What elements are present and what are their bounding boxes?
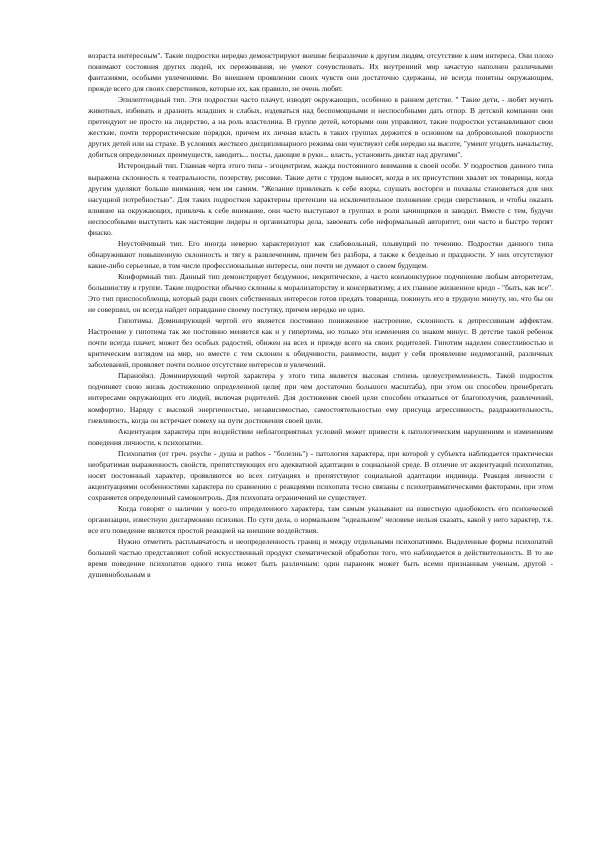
paragraph: Акцентуация характера при воздействии неблагоприятных условий может привести к патологическим нарушениям и изменениям поведения личности, к психопатии. (88, 426, 553, 447)
paragraph: Гипотимы. Доминирующей чертой его является постоянно пониженное настроение, склонность к депрессивным аффектам. Настроение у гипотима так же постоянно меняется как и у гипертима, но только эти изменения со знаком минус. В детстве такой ребенок почти всегда плачет, может без особых радостей, обижен на всех и прежде всего на своих родителей. Гипотим наделен совестливостью и критическим взглядом на мир, но вместе с тем склонен к обидчивости, ранимости, видит у себя проявление недомоганий, различных заболеваний, проявляет почти полное отсутствие интересов и увлечений. (88, 316, 553, 370)
paragraph: Неустойчивый тип. Его иногда неверно характеризуют как слабовольный, плывущий по течению. Подростки данного типа обнаруживают повышенную склонность и тягу к развлечениям, причем без разбора, а также к безделью и праздности. У них отсутствуют какие-либо серьезные, в том числе профессиональные интересы, они почти не думают о своем будущем. (88, 238, 553, 270)
paragraph: Эпилептоидный тип. Эти подростки часто плачут, изводят окружающих, особенно в раннем детстве. " Такие дети, - любят мучить животных, избивать и дразнить младших и слабых, издеваться над беспомощными и неспособными дать отпор. В детской компании они претендуют не просто на лидерство, а на роль властелина. В группе детей, которыми они управляют, такие подростки устанавливают свои жесткие, почти террористические порядки, причем их личная власть в таких группах держится в основном на добровольной покорности других детей или на страхе. В условиях жесткого дисциплинарного режима они чувствуют себя нередко на высоте, "умеют угодить начальству, добиться определенных преимуществ, заводить... посты, дающие в руки... власть, установить диктат над другими". (88, 95, 553, 160)
paragraph: Конформный тип. Данный тип демонстрирует бездумное, некритическое, а часто конъюнктурное подчинение любым авторитетам, большинству в группе. Такие подростки обычно склонны к морализаторству и консерватизму, а их главное жизненное кредо - "быть, как все". Это тип приспособленца, который ради своих собственных интересов готов предать товарища, покинуть его в трудную минуту, но, что бы он не совершил, он всегда найдет оправдание своему поступку, причем нередко не одно. (88, 271, 553, 315)
paragraph: Психопатия (от греч. psyche - душа и pathos - "болезнь") - патология характера, при которой у субъекта наблюдается практически необратимая выраженность свойств, препятствующих его адекватной адаптации в социальной среде. В отличие от акцентуаций психопатии, носят постоянный характер, проявляются во всех ситуациях и препятствуют социальной адаптации индивида. Реакция личности с акцентуациями особенностями характера по сравнению с реакциями психопата тесно связаны с психотравматическими факторами, при этом сохраняется определенный самоконтроль. Для психопата ограничений не существует. (88, 448, 553, 502)
paragraph: Нужно отметить расплывчатость и неопределенность границ и между отдельными психопатиями. Выделенные формы психопатий большей частью представляют собой искусственный продукт схематической обработки того, что наблюдается в действительность. В то же время поведение психопатов одного типа может быть различным: один параноик может быть всеми признанным ученым, другой - душевнобольным в (88, 537, 553, 580)
paragraph: Паранойял. Доминирующей чертой характера у этого типа является высокая степень целеустремленность. Такой подросток подчиняет свою жизнь достижению определенной цели( при чем достаточно большого масштаба), при этом он способен пренебрегать интересами окружающих его людей, включая родителей. Для достижения своей цели способен отказаться от благополучия, развлечений, комфортно. Наряду с высокой энергичностью, независимостью, самостоятельностью ему присуща агрессивность, раздражительность, гневливость, когда он встречает помеху на пути достижения своей цели. (88, 371, 553, 425)
paragraph: Истероидный тип. Главная черта этого типа - эгоцентризм, жажда постоянного внимания к своей особе. У подростков данного типа выражена склонность к театральности, позерству, рисовке. Такие дети с трудом выносят, когда в их присутствии хвалят их товарища, когда другим уделяют больше внимания, чем им самим. "Желание привлекать к себе взоры, слушать восторги и похвалы становиться для них насущной потребностью". Для таких подростков характерны претензии на исключительное положение среди сверстников, и чтобы оказать влияние на окружающих, привлечь к себе внимание, они часто выступают в группах в роли зачинщиков и заводил. Вместе с тем, будучи неспособными выступить как настоящие лидеры и организаторы дела, завоевать себе неформальный авторитет, они часто и быстро терпят фиаско. (88, 161, 553, 237)
paragraph: возраста интересным". Такие подростки нередко демонстрируют внешне безразличие к другим людям, отсутствие к ним интереса. Они плохо понимают состояния других людей, их переживания, не умеют сочувствовать. Их внутренний мир зачастую наполнен различными фантазиями, особыми увлечениями. Во внешнем проявлении своих чувств они достаточно сдержаны, не всегда понятны окружающим, прежде всего для своих сверстников, которые их, как правило, не очень любят. (88, 51, 553, 94)
document-page (88, 50, 553, 810)
paragraph: Когда говорят о наличии у кого-то определенного характера, там самым указывают на известную однобокость его психической организации, известную дисгармонию психики. По сути дела, о нормальном "идеальном" человеке нельзя сказать, какой у него характер, т.к. все его поведение является простой реакцией на внешние воздействия. (88, 503, 553, 536)
